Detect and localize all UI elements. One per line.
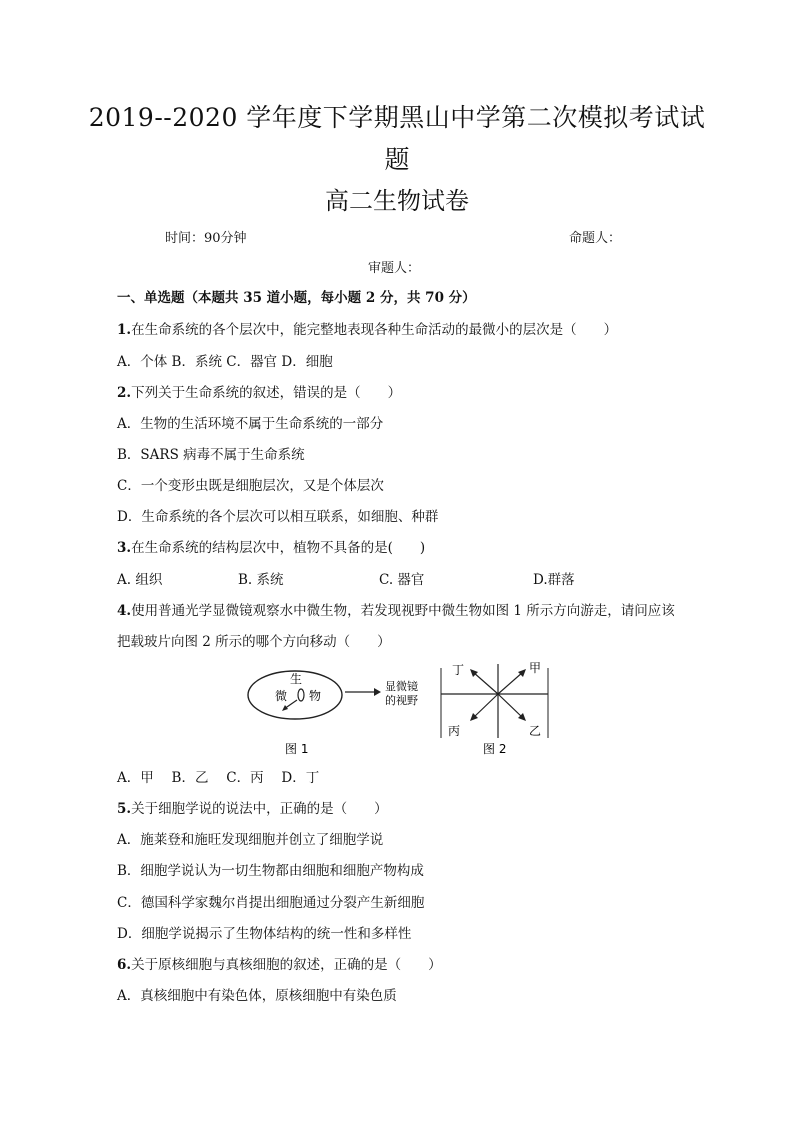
- question-5: [117, 799, 388, 819]
- microscope-diagram: [245, 660, 550, 760]
- organism-shape: [298, 689, 304, 701]
- pointer-arrowhead: [374, 688, 381, 696]
- question-number: 1.: [117, 322, 132, 338]
- question-5-option-b: B．细胞学说认为一切生物都由细胞和细胞产物构成: [117, 863, 424, 879]
- question-1-options: A．个体 B．系统 C．器官 D．细胞: [117, 354, 333, 370]
- question-number: 6.: [117, 957, 132, 973]
- question-3-option-c: C. 器官: [379, 572, 425, 588]
- question-number: 5.: [117, 801, 132, 817]
- question-3: [117, 538, 425, 558]
- question-text: 关于细胞学说的说法中，正确的是（ ）: [131, 801, 388, 817]
- figure-1-caption: 图 1: [285, 742, 309, 756]
- question-2-option-a: A．生物的生活环境不属于生命系统的一部分: [117, 416, 384, 432]
- question-text: 下列关于生命系统的叙述，错误的是（ ）: [131, 385, 402, 401]
- subject-title: 高二生物试卷: [325, 187, 469, 215]
- question-5-option-a: A．施莱登和施旺发现细胞并创立了细胞学说: [117, 832, 384, 848]
- section-heading: 一、单选题（本题共 35 道小题，每小题 2 分，共 70 分）: [117, 290, 476, 306]
- arrow-bing: [473, 694, 498, 718]
- question-1: [117, 320, 617, 340]
- question-6-option-a: A．真核细胞中有染色体，原核细胞中有染色质: [117, 988, 397, 1004]
- microscope-label-line1: 显微镜: [385, 680, 418, 693]
- author-label: 命题人：: [569, 231, 622, 246]
- direction-jia: 甲: [529, 661, 542, 675]
- question-number: 4.: [117, 603, 132, 619]
- organism-label-left: 微: [275, 689, 288, 703]
- organism-label-right: 物: [309, 689, 322, 703]
- question-2: [117, 383, 401, 403]
- arrow-jia: [498, 672, 523, 694]
- question-3-option-a: A. 组织: [117, 572, 163, 588]
- question-text: 在生命系统的各个层次中，能完整地表现各种生命活动的最微小的层次是（ ）: [131, 322, 618, 338]
- question-4-continued: 把载玻片向图 2 所示的哪个方向移动（ ）: [117, 634, 391, 650]
- microscope-label-line2: 的视野: [385, 694, 418, 707]
- exam-title-continued: 题: [384, 145, 410, 174]
- arrow-yi: [498, 694, 523, 718]
- question-3-option-d: D.群落: [533, 572, 575, 588]
- question-6: [117, 955, 442, 975]
- question-2-option-b: B．SARS 病毒不属于生命系统: [117, 447, 305, 463]
- direction-yi: 乙: [529, 724, 542, 738]
- direction-ding: 丁: [452, 663, 465, 677]
- reviewer-label: 审题人：: [368, 261, 421, 276]
- question-4: [117, 601, 675, 621]
- arrow-ding: [473, 672, 498, 694]
- question-text: 使用普通光学显微镜观察水中微生物，若发现视野中微生物如图 1 所示方向游走，请问应该: [131, 603, 675, 619]
- question-2-option-c: C．一个变形虫既是细胞层次，又是个体层次: [117, 478, 384, 494]
- question-4-options: A．甲 B．乙 C．丙 D．丁: [117, 770, 320, 786]
- question-2-option-d: D．生命系统的各个层次可以相互联系，如细胞、种群: [117, 509, 439, 525]
- time-label: 时间：90分钟: [165, 231, 247, 246]
- question-number: 3.: [117, 540, 132, 556]
- question-text: 关于原核细胞与真核细胞的叙述，正确的是（ ）: [131, 957, 442, 973]
- exam-title: 2019--2020 学年度下学期黑山中学第二次模拟考试试: [88, 103, 706, 132]
- microscope-figure: [245, 660, 550, 760]
- organism-label-top: 生: [290, 672, 303, 686]
- figure-2-caption: 图 2: [483, 742, 507, 756]
- question-5-option-c: C．德国科学家魏尔肖提出细胞通过分裂产生新细胞: [117, 895, 425, 911]
- question-3-option-b: B. 系统: [238, 572, 284, 588]
- question-text: 在生命系统的结构层次中，植物不具备的是( ): [131, 540, 426, 556]
- question-5-option-d: D．细胞学说揭示了生物体结构的统一性和多样性: [117, 926, 412, 942]
- movement-arrowhead: [282, 705, 288, 711]
- direction-bing: 丙: [448, 724, 461, 738]
- question-number: 2.: [117, 385, 132, 401]
